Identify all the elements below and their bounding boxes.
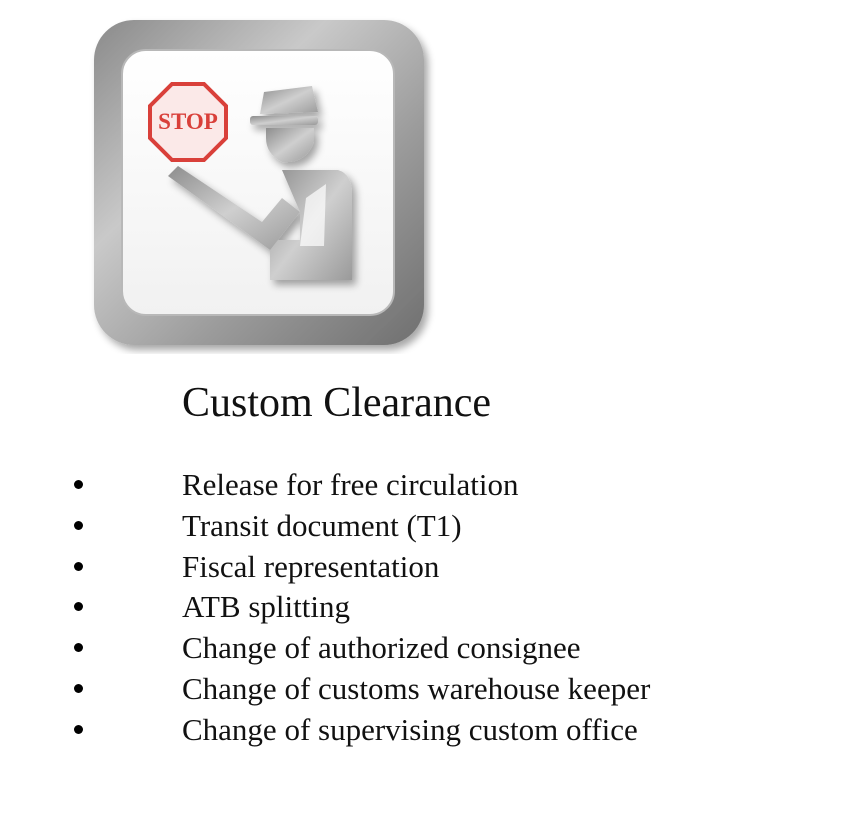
bullet-icon <box>74 725 83 734</box>
service-label: Fiscal representation <box>182 548 440 584</box>
stop-sign-text: STOP <box>158 109 218 134</box>
service-label: Change of supervising custom office <box>182 711 638 747</box>
service-label: Change of customs warehouse keeper <box>182 670 651 706</box>
bullet-icon <box>74 480 83 489</box>
bullet-icon <box>74 684 83 693</box>
customs-officer-stop-icon <box>86 14 436 354</box>
service-label: Change of authorized consignee <box>182 630 581 666</box>
stop-sign-icon <box>150 84 226 160</box>
bullet-icon <box>74 521 83 530</box>
bullet-icon <box>74 562 83 571</box>
bullet-icon <box>74 602 83 611</box>
service-label: Release for free circulation <box>182 467 519 502</box>
service-label: Transit document (T1) <box>182 507 462 543</box>
bullet-icon <box>74 643 83 652</box>
service-label: ATB splitting <box>182 589 350 625</box>
page-title: Custom Clearance <box>182 380 492 426</box>
